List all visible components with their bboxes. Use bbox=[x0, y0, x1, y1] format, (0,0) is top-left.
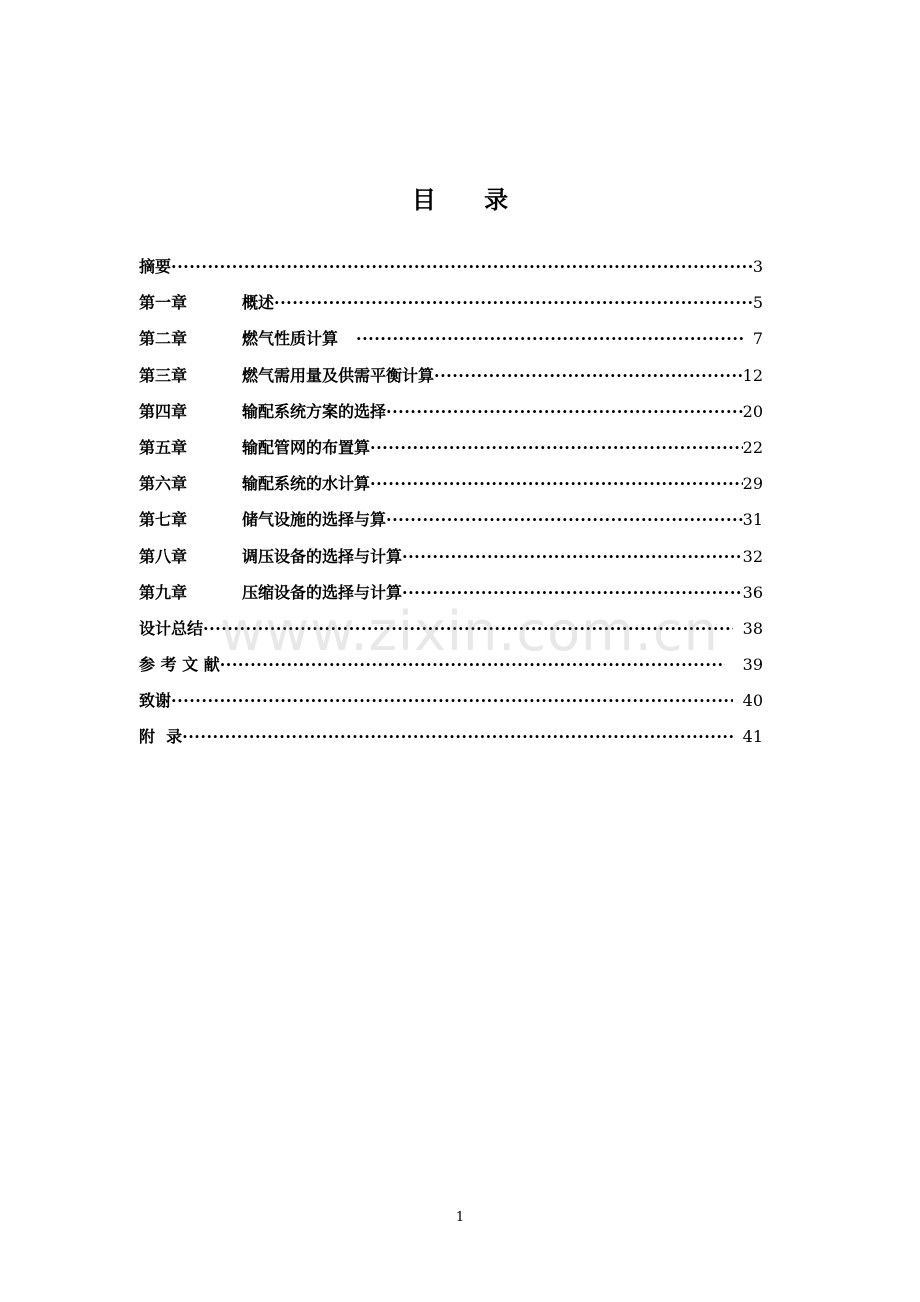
toc-chapter: 设计总结 bbox=[139, 618, 204, 638]
toc-title-text: 输配管网的布置算 bbox=[242, 437, 371, 457]
toc-chapter: 第八章 bbox=[139, 546, 188, 566]
toc-chapter: 参 考 文 献 bbox=[139, 655, 220, 675]
toc-entry-chapter-1[interactable] bbox=[139, 290, 763, 326]
toc-title: 目 录 bbox=[411, 186, 529, 214]
watermark: www.zixin.com.cn bbox=[220, 600, 719, 663]
toc-page: 36 bbox=[742, 582, 763, 602]
toc-entry-chapter-6[interactable] bbox=[139, 471, 763, 507]
toc-page: 22 bbox=[742, 437, 763, 457]
dot-leader bbox=[171, 257, 753, 276]
toc-entry-chapter-3[interactable] bbox=[139, 363, 763, 399]
toc-title-text: 燃气性质计算 bbox=[242, 329, 339, 349]
toc-entry-acknowledgements[interactable] bbox=[139, 688, 763, 724]
toc-title-text: 燃气需用量及供需平衡计算 bbox=[242, 365, 435, 385]
toc-page: 39 bbox=[742, 655, 763, 675]
toc-chapter: 附 录 bbox=[139, 727, 183, 747]
toc-title-text: 压缩设备的选择与计算 bbox=[242, 582, 403, 602]
dot-leader bbox=[386, 510, 743, 529]
toc-chapter: 第六章 bbox=[139, 474, 188, 494]
toc-page: 5 bbox=[752, 293, 763, 313]
dot-leader bbox=[274, 293, 753, 312]
toc-title-text: 概述 bbox=[242, 293, 275, 313]
toc-chapter: 第七章 bbox=[139, 510, 188, 530]
page-number: 1 bbox=[455, 1210, 465, 1225]
dot-leader bbox=[402, 583, 743, 602]
toc-entry-appendix[interactable] bbox=[139, 724, 763, 760]
toc-title-text: 输配系统的水计算 bbox=[242, 474, 371, 494]
toc-page: 29 bbox=[742, 474, 763, 494]
dot-leader bbox=[434, 366, 743, 385]
toc-page: 31 bbox=[742, 510, 763, 530]
toc-chapter: 致谢 bbox=[139, 691, 172, 711]
toc-chapter: 第三章 bbox=[139, 365, 188, 385]
toc-chapter: 第四章 bbox=[139, 401, 188, 421]
toc-page: 20 bbox=[742, 401, 763, 421]
toc-page: 32 bbox=[742, 546, 763, 566]
toc-page: 12 bbox=[742, 365, 763, 385]
toc-entry-abstract[interactable] bbox=[139, 254, 763, 290]
toc-page: 38 bbox=[742, 618, 763, 638]
toc-chapter: 第二章 bbox=[139, 329, 188, 349]
dot-leader bbox=[171, 691, 733, 710]
dot-leader bbox=[402, 547, 743, 566]
toc-entry-chapter-5[interactable] bbox=[139, 435, 763, 471]
toc-chapter: 第一章 bbox=[139, 293, 188, 313]
toc-page: 40 bbox=[742, 691, 763, 711]
toc-chapter: 第五章 bbox=[139, 437, 188, 457]
toc-title-text: 调压设备的选择与计算 bbox=[242, 546, 403, 566]
toc-page: 7 bbox=[752, 329, 763, 349]
toc-entry-chapter-2[interactable] bbox=[139, 326, 763, 362]
dot-leader bbox=[370, 474, 743, 493]
toc-entry-chapter-8[interactable] bbox=[139, 544, 763, 580]
toc-entry-chapter-7[interactable] bbox=[139, 507, 763, 543]
toc-title-text: 输配系统方案的选择 bbox=[242, 401, 387, 421]
toc-page: 41 bbox=[742, 727, 763, 747]
toc-chapter: 摘要 bbox=[139, 257, 172, 276]
toc-title-text: 储气设施的选择与算 bbox=[242, 510, 387, 530]
dot-leader bbox=[356, 329, 743, 348]
dot-leader bbox=[370, 438, 743, 457]
dot-leader bbox=[182, 727, 732, 746]
table-of-contents bbox=[139, 254, 763, 761]
dot-leader bbox=[386, 402, 743, 421]
toc-page: 3 bbox=[752, 257, 763, 276]
toc-chapter: 第九章 bbox=[139, 582, 188, 602]
toc-entry-chapter-4[interactable] bbox=[139, 399, 763, 435]
